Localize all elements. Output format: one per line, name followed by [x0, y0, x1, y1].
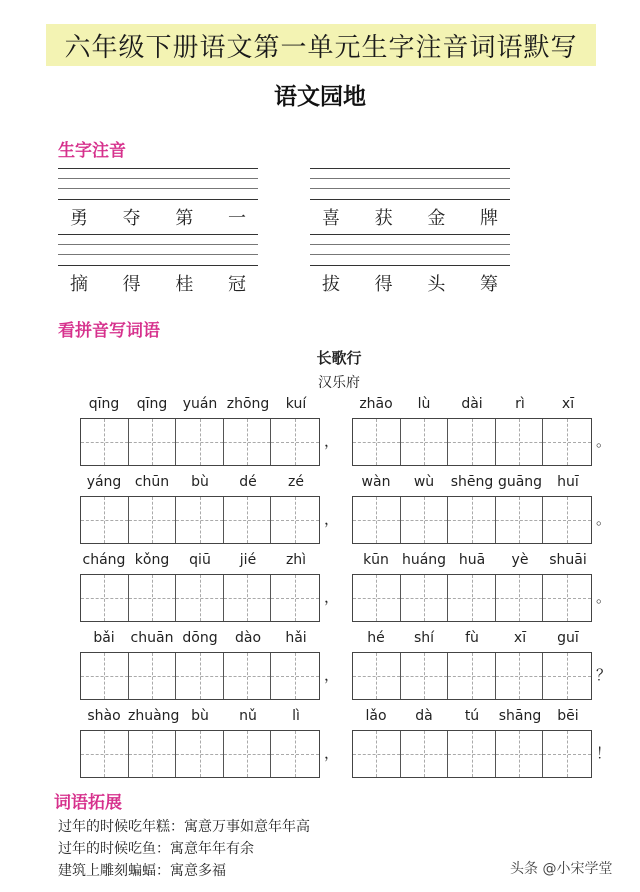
writing-cell[interactable] — [224, 497, 272, 543]
writing-cell[interactable] — [129, 575, 177, 621]
pinyin-syllable: qiū — [189, 552, 211, 568]
pinyin-syllable: chūn — [134, 474, 170, 490]
pinyin-syllable: hǎi — [285, 630, 307, 646]
pinyin-syllable: zhōng — [226, 396, 270, 412]
pinyin-syllable: yuán — [182, 396, 218, 412]
pinyin-syllable: rì — [515, 396, 525, 412]
pinyin-syllable: cháng — [82, 552, 126, 568]
pinyin-writing-lines — [310, 168, 510, 200]
pinyin-syllable: lǎo — [365, 708, 387, 724]
watermark: 头条 @小宋学堂 — [510, 861, 613, 877]
pinyin-syllable: dà — [415, 708, 433, 724]
character: 头 — [427, 274, 446, 295]
pinyin-syllable: huī — [557, 474, 579, 490]
writing-cell[interactable] — [353, 419, 401, 465]
writing-cell[interactable] — [271, 731, 319, 777]
character-group — [310, 204, 510, 230]
pinyin-syllable: fù — [465, 630, 479, 646]
pinyin-row — [352, 396, 592, 412]
poem-author: 汉乐府 — [318, 375, 360, 391]
punctuation-mark: ， — [324, 432, 340, 450]
pinyin-row — [352, 474, 592, 490]
pinyin-syllable: qīng — [136, 396, 168, 412]
writing-grid — [80, 574, 320, 622]
character: 获 — [374, 208, 393, 229]
character: 桂 — [175, 274, 194, 295]
writing-grid — [80, 652, 320, 700]
pinyin-syllable: kuí — [285, 396, 307, 412]
writing-cell[interactable] — [224, 653, 272, 699]
pinyin-syllable: bù — [191, 708, 209, 724]
character: 金 — [427, 208, 446, 229]
writing-cell[interactable] — [448, 575, 496, 621]
pinyin-syllable: nǔ — [239, 708, 257, 724]
writing-cell[interactable] — [496, 653, 544, 699]
page-title: 六年级下册语文第一单元生字注音词语默写 — [64, 32, 578, 63]
character-group — [58, 270, 258, 296]
writing-cell[interactable] — [353, 731, 401, 777]
writing-grid — [352, 418, 592, 466]
writing-cell[interactable] — [81, 575, 129, 621]
writing-cell[interactable] — [224, 419, 272, 465]
writing-cell[interactable] — [271, 575, 319, 621]
pinyin-row — [80, 474, 320, 490]
pinyin-syllable: bǎi — [93, 630, 115, 646]
writing-cell[interactable] — [81, 653, 129, 699]
pinyin-syllable: guī — [557, 630, 579, 646]
pinyin-row — [80, 630, 320, 646]
punctuation-mark: ， — [324, 744, 340, 762]
writing-cell[interactable] — [448, 653, 496, 699]
writing-cell[interactable] — [176, 653, 224, 699]
writing-grid — [352, 652, 592, 700]
writing-cell[interactable] — [496, 419, 544, 465]
writing-cell[interactable] — [353, 575, 401, 621]
pinyin-writing-lines — [310, 234, 510, 266]
writing-cell[interactable] — [448, 497, 496, 543]
section-heading-extension: 词语拓展 — [54, 793, 122, 813]
pinyin-syllable: xī — [561, 396, 575, 412]
character: 勇 — [70, 208, 88, 229]
character: 冠 — [227, 274, 246, 295]
pinyin-syllable: dé — [239, 474, 257, 490]
extension-line: 过年的时候吃鱼：寓意年年有余 — [58, 841, 254, 857]
character: 得 — [122, 274, 141, 295]
pinyin-syllable: kǒng — [134, 552, 170, 568]
character: 夺 — [122, 208, 141, 229]
punctuation-mark: ， — [324, 510, 340, 528]
punctuation-mark: 。 — [596, 510, 612, 528]
section-heading-write-words: 看拼音写词语 — [58, 321, 160, 341]
pinyin-syllable: lì — [292, 708, 300, 724]
pinyin-row — [80, 708, 320, 724]
writing-cell[interactable] — [448, 419, 496, 465]
pinyin-syllable: huā — [458, 552, 486, 568]
pinyin-syllable: dào — [234, 630, 262, 646]
character: 摘 — [70, 274, 88, 295]
pinyin-syllable: shuāi — [549, 552, 587, 568]
pinyin-syllable: zé — [288, 474, 304, 490]
character: 喜 — [322, 208, 340, 229]
pinyin-row — [352, 630, 592, 646]
punctuation-mark: ！ — [596, 744, 612, 762]
writing-cell[interactable] — [176, 575, 224, 621]
writing-grid — [80, 730, 320, 778]
pinyin-syllable: zhāo — [359, 396, 393, 412]
pinyin-syllable: xī — [513, 630, 527, 646]
pinyin-syllable: shēng — [450, 474, 494, 490]
page-subtitle: 语文园地 — [274, 83, 366, 110]
writing-cell[interactable] — [401, 731, 449, 777]
pinyin-syllable: dài — [461, 396, 483, 412]
character: 得 — [374, 274, 393, 295]
writing-cell[interactable] — [176, 497, 224, 543]
pinyin-syllable: zhuàng — [128, 708, 180, 724]
pinyin-writing-lines — [58, 234, 258, 266]
pinyin-syllable: huáng — [401, 552, 447, 568]
writing-grid — [352, 730, 592, 778]
punctuation-mark: 。 — [596, 432, 612, 450]
pinyin-syllable: yáng — [86, 474, 122, 490]
character: 牌 — [479, 208, 498, 229]
writing-cell[interactable] — [176, 731, 224, 777]
pinyin-syllable: lù — [417, 396, 431, 412]
punctuation-mark: 。 — [596, 588, 612, 606]
pinyin-syllable: chuān — [130, 630, 174, 646]
writing-cell[interactable] — [271, 419, 319, 465]
writing-cell[interactable] — [129, 419, 177, 465]
writing-cell[interactable] — [543, 575, 591, 621]
writing-cell[interactable] — [401, 419, 449, 465]
writing-grid — [80, 418, 320, 466]
pinyin-syllable: dōng — [182, 630, 218, 646]
pinyin-syllable: bù — [191, 474, 209, 490]
character: 一 — [227, 208, 246, 229]
section-heading-pinyin: 生字注音 — [58, 141, 126, 161]
writing-cell[interactable] — [353, 497, 401, 543]
writing-cell[interactable] — [401, 497, 449, 543]
pinyin-writing-lines — [58, 168, 258, 200]
writing-cell[interactable] — [224, 731, 272, 777]
writing-cell[interactable] — [496, 575, 544, 621]
pinyin-row — [80, 396, 320, 412]
writing-grid — [352, 496, 592, 544]
writing-cell[interactable] — [176, 419, 224, 465]
character-group — [310, 270, 510, 296]
writing-cell[interactable] — [271, 653, 319, 699]
pinyin-syllable: jié — [239, 552, 257, 568]
pinyin-syllable: tú — [464, 708, 480, 724]
character: 第 — [175, 208, 194, 229]
writing-cell[interactable] — [401, 653, 449, 699]
writing-cell[interactable] — [224, 575, 272, 621]
pinyin-syllable: yè — [511, 552, 529, 568]
writing-cell[interactable] — [129, 731, 177, 777]
writing-cell[interactable] — [81, 497, 129, 543]
writing-grid — [352, 574, 592, 622]
pinyin-syllable: shào — [87, 708, 121, 724]
writing-cell[interactable] — [81, 419, 129, 465]
pinyin-syllable: shí — [413, 630, 435, 646]
writing-grid — [80, 496, 320, 544]
pinyin-syllable: shāng — [498, 708, 542, 724]
writing-cell[interactable] — [271, 497, 319, 543]
writing-cell[interactable] — [543, 731, 591, 777]
writing-cell[interactable] — [401, 575, 449, 621]
character: 筹 — [479, 274, 498, 295]
character: 拔 — [322, 274, 340, 295]
pinyin-syllable: hé — [367, 630, 385, 646]
extension-line: 建筑上雕刻蝙蝠：寓意多福 — [58, 863, 226, 879]
extension-line: 过年的时候吃年糕：寓意万事如意年年高 — [58, 819, 310, 835]
pinyin-row — [352, 552, 592, 568]
writing-cell[interactable] — [353, 653, 401, 699]
writing-cell[interactable] — [543, 653, 591, 699]
writing-cell[interactable] — [496, 497, 544, 543]
pinyin-syllable: guāng — [497, 474, 543, 490]
pinyin-row — [352, 708, 592, 724]
pinyin-syllable: bēi — [557, 708, 579, 724]
pinyin-syllable: kūn — [363, 552, 389, 568]
page-title-banner — [46, 24, 596, 66]
writing-cell[interactable] — [543, 497, 591, 543]
writing-cell[interactable] — [448, 731, 496, 777]
punctuation-mark: ？ — [596, 666, 612, 684]
writing-cell[interactable] — [81, 731, 129, 777]
writing-cell[interactable] — [129, 653, 177, 699]
punctuation-mark: ， — [324, 588, 340, 606]
pinyin-row — [80, 552, 320, 568]
pinyin-syllable: zhì — [285, 552, 307, 568]
character-group — [58, 204, 258, 230]
pinyin-syllable: qīng — [88, 396, 120, 412]
poem-title: 长歌行 — [316, 349, 362, 367]
pinyin-syllable: wù — [413, 474, 435, 490]
punctuation-mark: ， — [324, 666, 340, 684]
writing-cell[interactable] — [496, 731, 544, 777]
writing-cell[interactable] — [129, 497, 177, 543]
pinyin-syllable: wàn — [361, 474, 391, 490]
writing-cell[interactable] — [543, 419, 591, 465]
